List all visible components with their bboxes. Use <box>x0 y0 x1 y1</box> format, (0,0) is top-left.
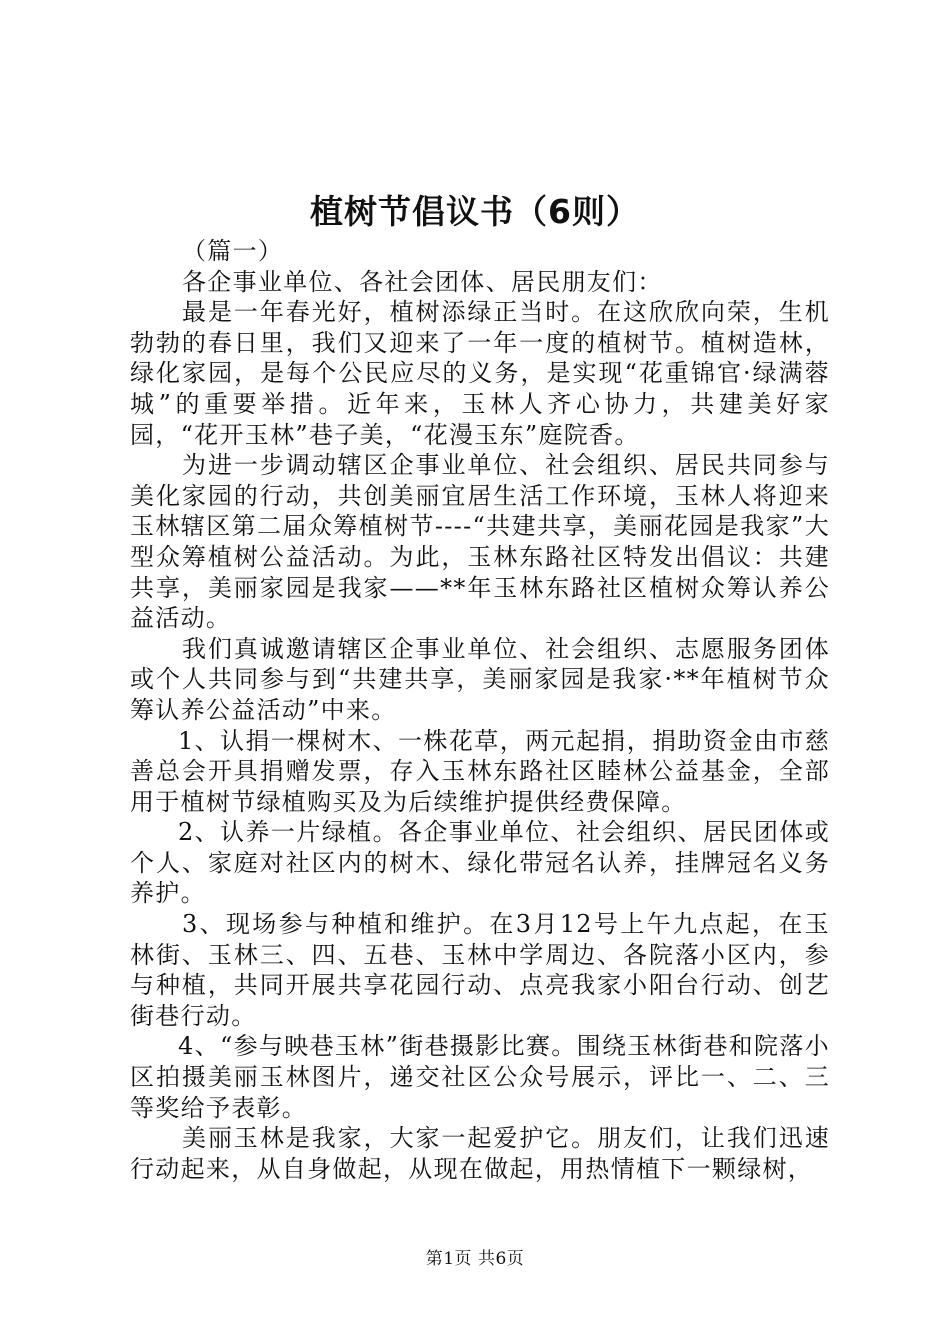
section-label: （篇一） <box>182 237 284 265</box>
paragraph-3: 我们真诚邀请辖区企事业单位、社会组织、志愿服务团体或个人共同参与到“共建共享，美丽家园是我家·**年植树节众筹认养公益活动”中来。 <box>130 634 830 724</box>
list-item-2: 2、认养一片绿植。各企事业单位、社会组织、居民团体或个人、家庭对社区内的树木、绿化带冠名认养，挂牌冠名义务养护。 <box>130 818 830 908</box>
list-item-4: 4、“参与映巷玉林”街巷摄影比赛。围绕玉林街巷和院落小区拍摄美丽玉林图片，递交社区公众号展示，评比一、二、三等奖给予表彰。 <box>130 1032 830 1122</box>
list-item-1: 1、认捐一棵树木、一株花草，两元起捐，捐助资金由市慈善总会开具捐赠发票，存入玉林东路社区睦林公益基金，全部用于植树节绿植购买及为后续维护提供经费保障。 <box>130 726 830 816</box>
document-title: 植树节倡议书（6则） <box>310 192 640 231</box>
paragraph-1: 最是一年春光好，植树添绿正当时。在这欣欣向荣，生机勃勃的春日里，我们又迎来了一年一度的植树节。植树造林，绿化家园，是每个公民应尽的义务，是实现“花重锦官·绿满蓉城”的重要举措。近年来，玉林人齐心协力，共建美好家园，“花开玉林”巷子美，“花漫玉东”庭院香。 <box>130 298 830 449</box>
page-footer: 第1页 共6页 <box>425 1249 525 1269</box>
closing-paragraph: 美丽玉林是我家，大家一起爱护它。朋友们，让我们迅速行动起来，从自身做起，从现在做起，用热情植下一颗绿树， <box>130 1124 830 1183</box>
list-item-3: 3、现场参与种植和维护。在3月12号上午九点起，在玉林街、玉林三、四、五巷、玉林中学周边、各院落小区内，参与种植，共同开展共享花园行动、点亮我家小阳台行动、创艺街巷行动。 <box>130 910 830 1030</box>
salutation: 各企事业单位、各社会团体、居民朋友们： <box>182 267 663 296</box>
document-body <box>130 236 830 1184</box>
paragraph-2: 为进一步调动辖区企事业单位、社会组织、居民共同参与美化家园的行动，共创美丽宜居生活工作环境，玉林人将迎来玉林辖区第二届众筹植树节----“共建共享，美丽花园是我家”大型众筹植树公益活动。为此，玉林东路社区特发出倡议：共建共享，美丽家园是我家——**年玉林东路社区植树众筹认养公益活动。 <box>130 451 830 633</box>
